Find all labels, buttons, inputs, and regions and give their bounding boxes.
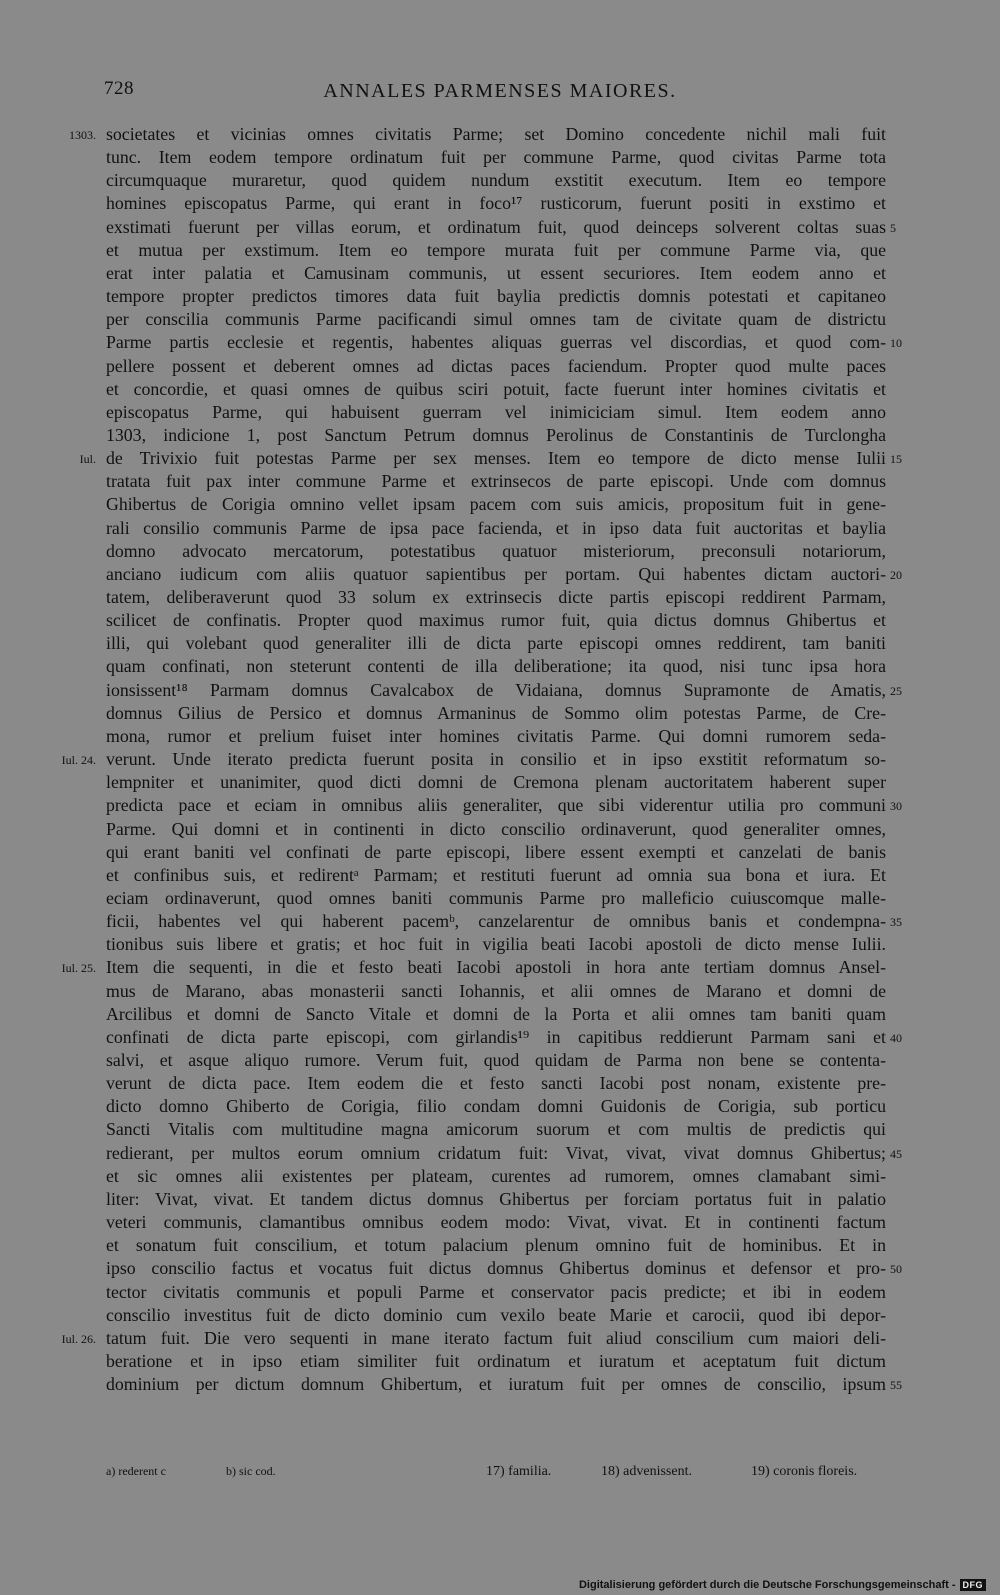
text-line: ionsissent¹⁸ Parmam domnus Cavalcabox de Vidaiana, domnus Supramonte de Amatis, (106, 679, 886, 700)
text-line: eciam ordinaverunt, quod omnes baniti communis Parme pro malleficio cuiuscomque malle- (106, 887, 886, 908)
text-line: lempniter et unanimiter, quod dicti domni de Cremona plenam auctoritatem haberent super (106, 772, 886, 793)
text-line: homines episcopatus Parme, qui erant in foco¹⁷ rusticorum, fuerunt positi in exstimo et (106, 193, 886, 214)
footnote-19: 19) coronis floreis. (751, 1464, 858, 1479)
line-number: 55 (890, 1378, 902, 1393)
credit-text: Digitalisierung gefördert durch die Deutsche Forschungsgemeinschaft - (578, 1579, 956, 1591)
page-number: 728 (104, 78, 134, 99)
text-line: tempore propter predictos timores data fuit baylia predictis domnis potestati et capitaneo (106, 286, 886, 307)
margin-date: Iul. 25. (61, 961, 96, 976)
text-line: tatem, deliberaverunt quod 33 solum ex extrinsecis dicte partis episcopi reddirent Parmam, (106, 587, 886, 607)
text-line: predicta pace et eciam in omnibus aliis generaliter, que sibi viderentur utilia pro communi (106, 795, 886, 816)
text-line: anciano iudicum com aliis quatuor sapientibus per portam. Qui habentes dictam auctori- (106, 563, 886, 584)
dfg-logo: DFG (960, 1579, 987, 1591)
text-line: erat inter palatia et Camusinam communis, ut essent securiores. Item eodem anno et (106, 262, 886, 283)
text-line: tionibus suis libere et gratis; et hoc fuit in vigilia beati Iacobi apostoli de dicto mense Iulii. (106, 934, 886, 955)
text-line: et concordie, et quasi omnes de quibus sciri potuit, facte fuerunt inter homines civitatis et (106, 378, 886, 399)
text-line: dicto domno Ghiberto de Corigia, filio condam domni Guidonis de Corigia, sub porticu (106, 1096, 886, 1117)
digitization-credit (579, 1579, 986, 1591)
line-number: 50 (890, 1262, 902, 1277)
text-line: confinati de dicta parte episcopi, com girlandis¹⁹ in capitibus reddierunt Parmam sani et (106, 1026, 886, 1047)
line-number: 45 (890, 1146, 902, 1161)
text-line: scilicet de confinatis. Propter quod maximus rumor fuit, quia dictus domnus Ghibertus et (106, 610, 886, 631)
text-line: societates et vicinias omnes civitatis Parme; set Domino concedente nichil mali fuit (106, 124, 886, 144)
text-line: conscilio investitus fuit de dicto dominio cum vexilo beate Marie et carocii, quod ibi depor- (106, 1304, 886, 1325)
line-number: 15 (890, 452, 902, 467)
text-line: et confinibus suis, et redirentᵃ Parmam; et restituti fuerunt ad omnia sua bona et iura. Et (106, 864, 886, 885)
text-line: Item die sequenti, in die et festo beati Iacobi apostoli in hora ante tertiam domnus Ansel- (106, 957, 886, 978)
running-head: ANNALES PARMENSES MAIORES. (323, 80, 677, 102)
line-number: 20 (890, 567, 902, 582)
text-line: tratata fuit pax inter commune Parme et extrinsecos de parte episcopi. Unde com domnus (106, 471, 886, 492)
text-line: quam confinati, non steterunt contenti de illa deliberatione; ita quod, nisi tunc ipsa hora (106, 656, 886, 677)
text-line: pellere possent et deberent omnes ad dictas paces faciendum. Propter quod multe paces (106, 355, 886, 376)
margin-date: 1303. (69, 128, 96, 142)
text-line: liter: Vivat, vivat. Et tandem dictus domnus Ghibertus per forciam portatus fuit in palatio (106, 1188, 886, 1209)
line-number: 30 (890, 799, 902, 814)
text-line: ficii, habentes vel qui haberent pacemᵇ, canzelarentur de omnibus banis et condempna- (106, 911, 886, 932)
text-line: de Trivixio fuit potestas Parme per sex menses. Item eo tempore de dicto mense Iulii (106, 448, 886, 469)
footnote-18: 18) advenissent. (601, 1464, 692, 1479)
line-number: 35 (890, 915, 902, 930)
margin-date: Iul. 26. (61, 1331, 96, 1346)
text-line: tector civitatis communis et populi Parme et conservator pacis predicte; et ibi in eodem (106, 1281, 886, 1302)
text-line: verunt de dicta pace. Item eodem die et festo sancti Iacobi post nonam, existente pre- (106, 1073, 886, 1094)
text-line: domnus Gilius de Persico et domnus Armaninus de Sommo olim potestas Parme, de Cre- (106, 702, 886, 723)
text-line: qui erant baniti vel confinati de parte episcopi, libere essent exempti et canzelati de banis (106, 841, 886, 862)
text-line: redierant, per multos eorum omnium cridatum fuit: Vivat, vivat, vivat domnus Ghibertus; (106, 1142, 886, 1163)
text-line: rali consilio communis Parme de ipsa pace facienda, et in ipso data fuit auctoritas et baylia (106, 517, 886, 538)
text-line: dominium per dictum domnum Ghibertum, et iuratum fuit per omnes de conscilio, ipsum (106, 1374, 886, 1395)
text-line: mus de Marano, abas monasterii sancti Iohannis, et alii omnes de Marano et domni de (106, 980, 886, 1001)
text-line: circumquaque muraretur, quod quidem nundum exstitit executum. Item eo tempore (106, 170, 886, 191)
text-line: ipso conscilio factus et vocatus fuit dictus domnus Ghibertus dominus et defensor et pro- (106, 1258, 886, 1279)
footnote-17: 17) familia. (486, 1464, 552, 1479)
text-line: et sonatum fuit conscilium, et totum palacium plenum omnino fuit de hominibus. Et in (106, 1235, 886, 1256)
line-number: 40 (890, 1030, 902, 1045)
line-number: 5 (890, 220, 896, 235)
text-line: domno advocato mercatorum, potestatibus quatuor misteriorum, preconsuli notariorum, (106, 540, 886, 561)
text-line: Parme partis ecclesie et regentis, habentes aliquas guerras vel discordias, et quod com- (106, 332, 886, 353)
text-line: Ghibertus de Corigia omnino vellet ipsam pacem com suis amicis, propositum fuit in gene- (106, 494, 886, 515)
text-line: tatum fuit. Die vero sequenti in mane iterato factum fuit aliud conscilium cum maiori deli- (106, 1327, 886, 1348)
text-line: exstimati fuerunt per villas eorum, et ordinatum fuit, quod deinceps solverent coltas suas (106, 216, 886, 237)
text-line: verunt. Unde iterato predicta fuerunt posita in consilio et in ipso exstitit reformatum so- (106, 749, 886, 770)
text-line: Arcilibus et domni de Sancto Vitale et domni de la Porta et alii omnes tam baniti quam (106, 1003, 886, 1024)
text-line: et mutua per exstimum. Item eo tempore murata fuit per commune Parme via, que (106, 239, 886, 260)
text-line: Parme. Qui domni et in continenti in dicto conscilio ordinaverunt, quod generaliter omnes, (106, 818, 886, 839)
text-line: beratione et in ipso etiam similiter fuit ordinatum et iuratum et aceptatum fuit dictum (106, 1350, 886, 1371)
text-line: episcopatus Parme, qui habuisent guerram vel inimiciciam simul. Item eodem anno (106, 401, 886, 422)
text-line: Sancti Vitalis com multitudine magna amicorum suorum et com multis de predictis qui (106, 1119, 886, 1140)
text-line: salvi, et asque aliquo rumore. Verum fuit, quod quidam de Parma non bene se contenta- (106, 1050, 886, 1070)
text-line: per conscilia communis Parme pacificandi simul omnes tam de civitate quam de districtu (106, 309, 886, 330)
margin-date: Iul. 24. (61, 753, 96, 768)
footnote-a: a) rederent c (106, 1464, 166, 1478)
line-number: 25 (890, 683, 902, 698)
text-line: mona, rumor et prelium fuiset inter homines civitatis Parme. Qui domni rumorem seda- (106, 725, 886, 746)
text-line: 1303, indicione 1, post Sanctum Petrum domnus Perolinus de Constantinis de Turclongha (106, 424, 886, 445)
text-line: tunc. Item eodem tempore ordinatum fuit per commune Parme, quod civitas Parme tota (106, 147, 886, 168)
footnote-b: b) sic cod. (226, 1464, 276, 1478)
line-number: 10 (890, 336, 902, 351)
text-line: et sic omnes alii existentes per plateam, curentes ad rumorem, omnes clamabant simi- (106, 1165, 886, 1186)
margin-date: Iul. (79, 452, 96, 467)
text-line: illi, qui volebant quod generaliter illi de dicta parte episcopi omnes reddirent, tam baniti (106, 633, 886, 654)
text-line: veteri communis, clamantibus omnibus eodem modo: Vivat, vivat. Et in continenti factum (106, 1212, 886, 1233)
